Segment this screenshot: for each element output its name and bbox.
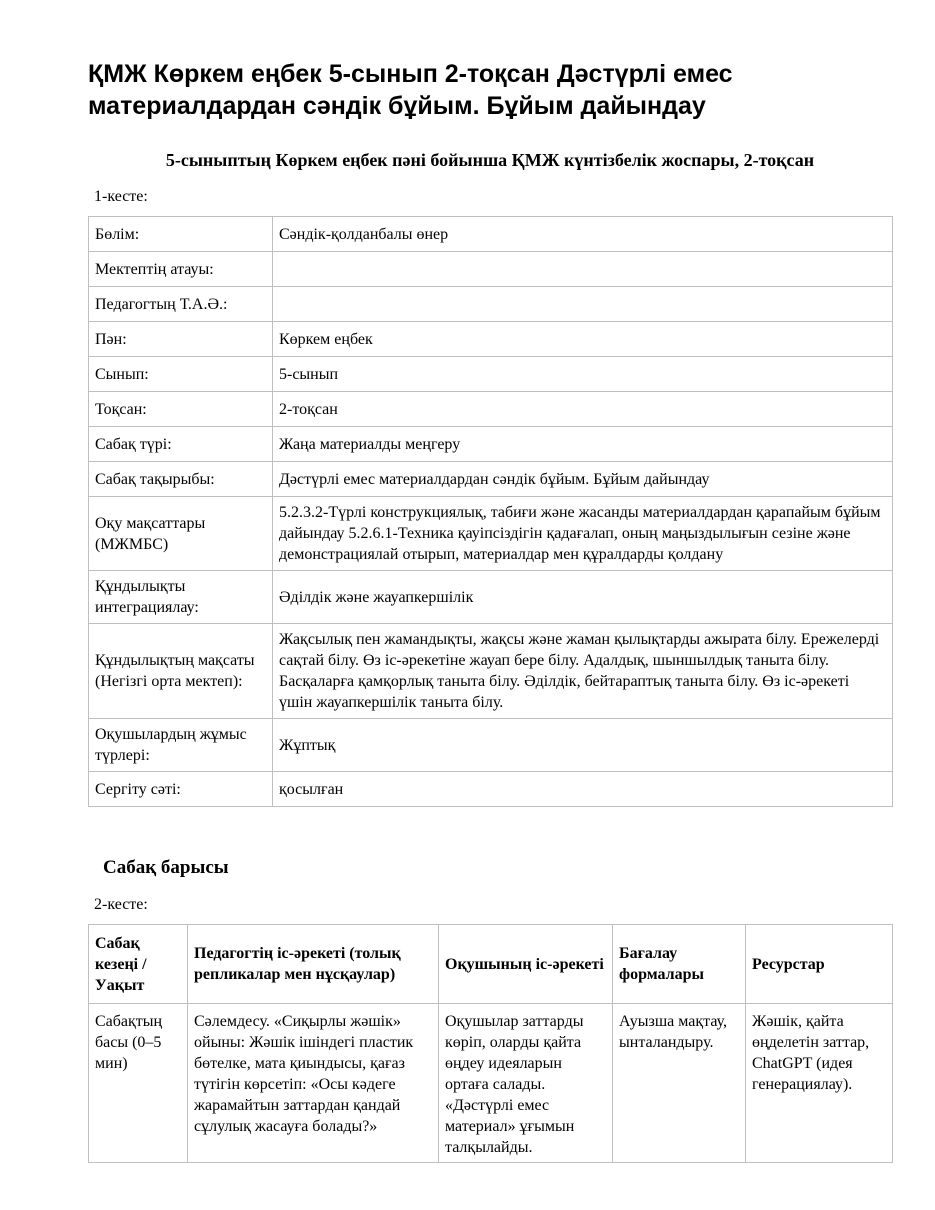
row-label: Сергіту сәті: bbox=[89, 772, 273, 807]
row-label: Құндылықтың мақсаты (Негізгі орта мектеп): bbox=[89, 624, 273, 719]
section-heading: Сабақ барысы bbox=[103, 857, 229, 878]
row-label: Сабақ тақырыбы: bbox=[89, 462, 273, 497]
table-row bbox=[89, 719, 893, 772]
row-label: Сабақ түрі: bbox=[89, 427, 273, 462]
table-row bbox=[89, 427, 893, 462]
table-cell: Жәшік, қайта өңделетін заттар, ChatGPT (идея генерациялау). bbox=[746, 1004, 893, 1163]
row-label: Тоқсан: bbox=[89, 392, 273, 427]
row-label: Бөлім: bbox=[89, 217, 273, 252]
column-header: Педагогтің іс-әрекеті (толық репликалар мен нұсқаулар) bbox=[188, 925, 439, 1004]
table-row bbox=[89, 497, 893, 571]
row-label: Оқушылардың жұмыс түрлері: bbox=[89, 719, 273, 772]
table-cell: Оқушылар заттарды көріп, оларды қайта өңдеу идеяларын ортаға салады. «Дәстүрлі емес материал» ұғымын талқылайды. bbox=[439, 1004, 613, 1163]
lesson-info-table bbox=[88, 216, 893, 807]
column-header: Бағалау формалары bbox=[613, 925, 746, 1004]
row-label: Оқу мақсаттары (МЖМБС) bbox=[89, 497, 273, 571]
table-cell: Сабақтың басы (0–5 мин) bbox=[89, 1004, 188, 1163]
table-row bbox=[89, 462, 893, 497]
column-header: Оқушының іс-әрекеті bbox=[439, 925, 613, 1004]
row-value: 2-тоқсан bbox=[273, 392, 893, 427]
table-row bbox=[89, 252, 893, 287]
table-row bbox=[89, 287, 893, 322]
row-label: Сынып: bbox=[89, 357, 273, 392]
document-title: ҚМЖ Көркем еңбек 5-сынып 2-тоқсан Дәстүрлі емес материалдардан сәндік бұйым. Бұйым дайындау bbox=[88, 60, 733, 120]
row-value: Әділдік және жауапкершілік bbox=[273, 571, 893, 624]
row-value: Жұптық bbox=[273, 719, 893, 772]
table-header-row bbox=[89, 925, 893, 1004]
row-value: қосылған bbox=[273, 772, 893, 807]
table-cell: Ауызша мақтау, ынталандыру. bbox=[613, 1004, 746, 1163]
table2-caption: 2-кесте: bbox=[94, 896, 148, 913]
table-row bbox=[89, 772, 893, 807]
table-row bbox=[89, 571, 893, 624]
row-value bbox=[273, 287, 893, 322]
column-header: Ресурстар bbox=[746, 925, 893, 1004]
row-label: Мектептің атауы: bbox=[89, 252, 273, 287]
row-label: Құндылықты интеграциялау: bbox=[89, 571, 273, 624]
lesson-flow-table bbox=[88, 924, 893, 1163]
row-value: 5.2.3.2-Түрлі конструкциялық, табиғи және жасанды материалдардан қарапайым бұйым дайындау 5.2.6.1-Техника қауіпсіздігін қадағалап, оның маңыздылығын сезіне және демонстрациялай отырып, материалдар мен құралдарды қолдану bbox=[273, 497, 893, 571]
row-value: Көркем еңбек bbox=[273, 322, 893, 357]
row-value: Дәстүрлі емес материалдардан сәндік бұйым. Бұйым дайындау bbox=[273, 462, 893, 497]
column-header: Сабақ кезеңі / Уақыт bbox=[89, 925, 188, 1004]
table-row bbox=[89, 392, 893, 427]
row-label: Пән: bbox=[89, 322, 273, 357]
table1-caption: 1-кесте: bbox=[94, 188, 148, 205]
plan-subtitle: 5-сыныптың Көркем еңбек пәні бойынша ҚМЖ күнтізбелік жоспары, 2-тоқсан bbox=[165, 150, 815, 170]
row-value: 5-сынып bbox=[273, 357, 893, 392]
row-value: Жаңа материалды меңгеру bbox=[273, 427, 893, 462]
row-value bbox=[273, 252, 893, 287]
row-value: Сәндік-қолданбалы өнер bbox=[273, 217, 893, 252]
table-cell: Сәлемдесу. «Сиқырлы жәшік» ойыны: Жәшік ішіндегі пластик бөтелке, мата қиындысы, қағаз түтігін көрсетіп: «Осы кәдеге жарамайтын заттардан қандай сұлулық жасауға болады?» bbox=[188, 1004, 439, 1163]
table-row bbox=[89, 322, 893, 357]
table-row bbox=[89, 357, 893, 392]
row-label: Педагогтың Т.А.Ә.: bbox=[89, 287, 273, 322]
table-row bbox=[89, 217, 893, 252]
table-row bbox=[89, 1004, 893, 1163]
table-row bbox=[89, 624, 893, 719]
row-value: Жақсылық пен жамандықты, жақсы және жаман қылықтарды ажырата білу. Ережелерді сақтай білу. Өз іс-әрекетіне жауап бере білу. Адалдық, шыншылдық таныта білу. Басқаларға қамқорлық таныта білу. Әділдік, бейтараптық таныта білу. Өз іс-әрекеті үшін жауапкершілік таныта білу. bbox=[273, 624, 893, 719]
